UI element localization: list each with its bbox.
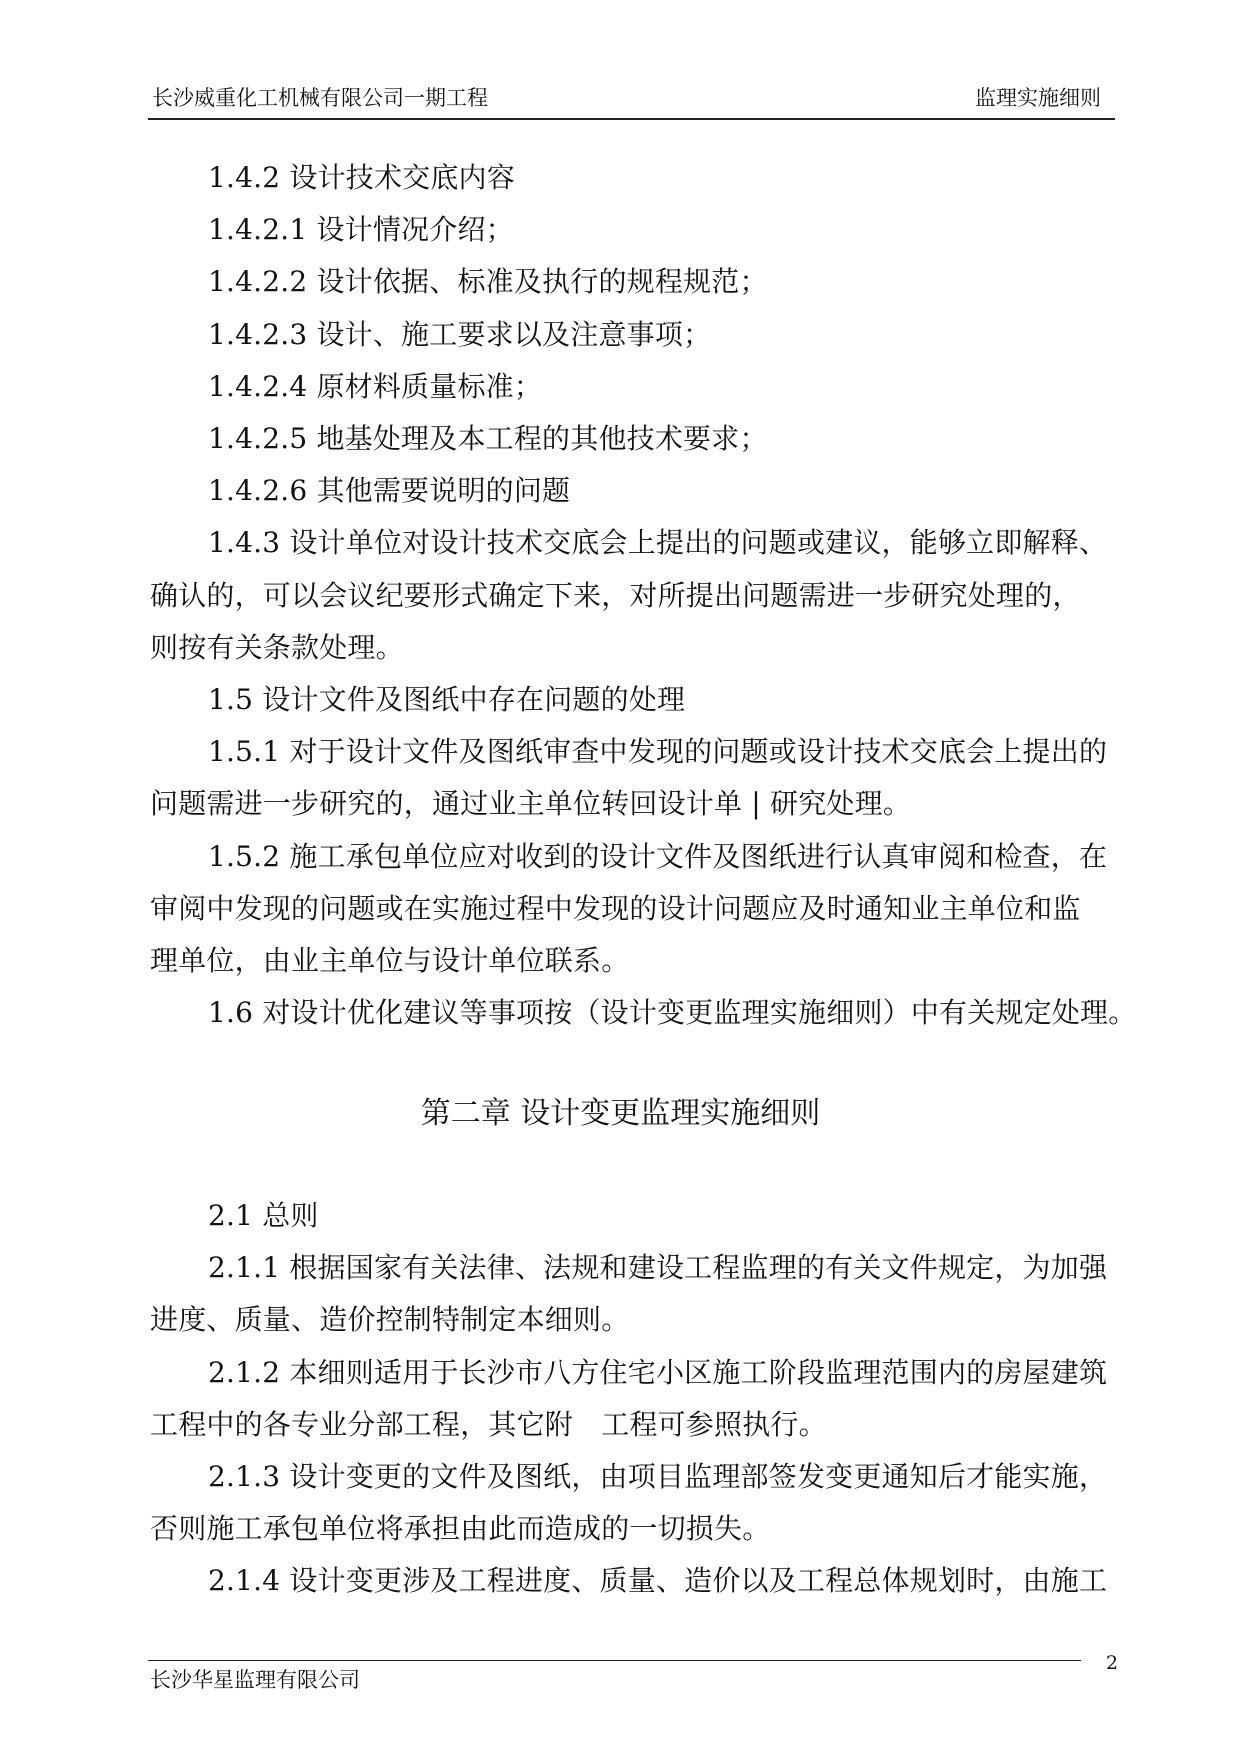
paragraph-line: 1.4.2.2 设计依据、标准及执行的规程规范；	[208, 265, 768, 299]
chapter-title: 第二章 设计变更监理实施细则	[420, 1096, 821, 1131]
paragraph-line: 1.4.3 设计单位对设计技术交底会上提出的问题或建议，能够立即解释、	[208, 526, 1108, 560]
paragraph-line: 2.1.2 本细则适用于长沙市八方住宅小区施工阶段监理范围内的房屋建筑	[208, 1355, 1108, 1389]
paragraph-line: 1.4.2.1 设计情况介绍；	[208, 213, 514, 247]
paragraph-line: 工程中的各专业分部工程，其它附 工程可参照执行。	[150, 1407, 827, 1441]
header-document-title: 监理实施细则	[975, 86, 1101, 110]
paragraph-line: 确认的，可以会议纪要形式确定下来，对所提出问题需进一步研究处理的，	[150, 578, 1081, 612]
paragraph-line: 问题需进一步研究的，通过业主单位转回设计单 | 研究处理。	[150, 787, 912, 821]
paragraph-line: 理单位，由业主单位与设计单位联系。	[150, 944, 630, 978]
paragraph-line: 审阅中发现的问题或在实施过程中发现的设计问题应及时通知业主单位和监	[150, 891, 1081, 925]
paragraph-line: 1.4.2.6 其他需要说明的问题	[208, 474, 571, 508]
paragraph-line: 2.1.3 设计变更的文件及图纸，由项目监理部签发变更通知后才能实施，	[208, 1460, 1108, 1494]
paragraph-line: 1.5.1 对于设计文件及图纸审查中发现的问题或设计技术交底会上提出的	[208, 735, 1108, 769]
paragraph-line: 1.4.2.5 地基处理及本工程的其他技术要求；	[208, 422, 768, 456]
paragraph-line: 否则施工承包单位将承担由此而造成的一切损失。	[150, 1512, 771, 1546]
section-1-body	[150, 152, 1137, 1039]
paragraph-line: 进度、质量、造价控制特制定本细则。	[150, 1303, 630, 1337]
paragraph-line: 1.5.2 施工承包单位应对收到的设计文件及图纸进行认真审阅和检查，在	[208, 839, 1108, 873]
paragraph-line: 2.1.1 根据国家有关法律、法规和建设工程监理的有关文件规定，为加强	[208, 1251, 1108, 1285]
paragraph-line: 1.4.2 设计技术交底内容	[208, 161, 515, 194]
page-number: 2	[1106, 1652, 1119, 1674]
footer-company: 长沙华星监理有限公司	[150, 1668, 360, 1692]
paragraph-line: 1.4.2.4 原材料质量标准；	[208, 369, 543, 403]
section-2-body	[150, 1190, 1120, 1608]
paragraph-line: 1.4.2.3 设计、施工要求以及注意事项；	[208, 317, 712, 351]
header-project-title: 长沙威重化工机械有限公司一期工程	[152, 86, 488, 110]
paragraph-line: 1.6 对设计优化建议等事项按（设计变更监理实施细则）中有关规定处理。	[208, 996, 1137, 1030]
page-header	[148, 80, 1115, 120]
paragraph-line: 2.1 总则	[208, 1199, 319, 1232]
paragraph-line: 则按有关条款处理。	[150, 630, 404, 664]
paragraph-line: 1.5 设计文件及图纸中存在问题的处理	[208, 683, 686, 717]
paragraph-line: 2.1.4 设计变更涉及工程进度、质量、造价以及工程总体规划时，由施工	[208, 1564, 1108, 1598]
footer-divider	[148, 1660, 1081, 1661]
